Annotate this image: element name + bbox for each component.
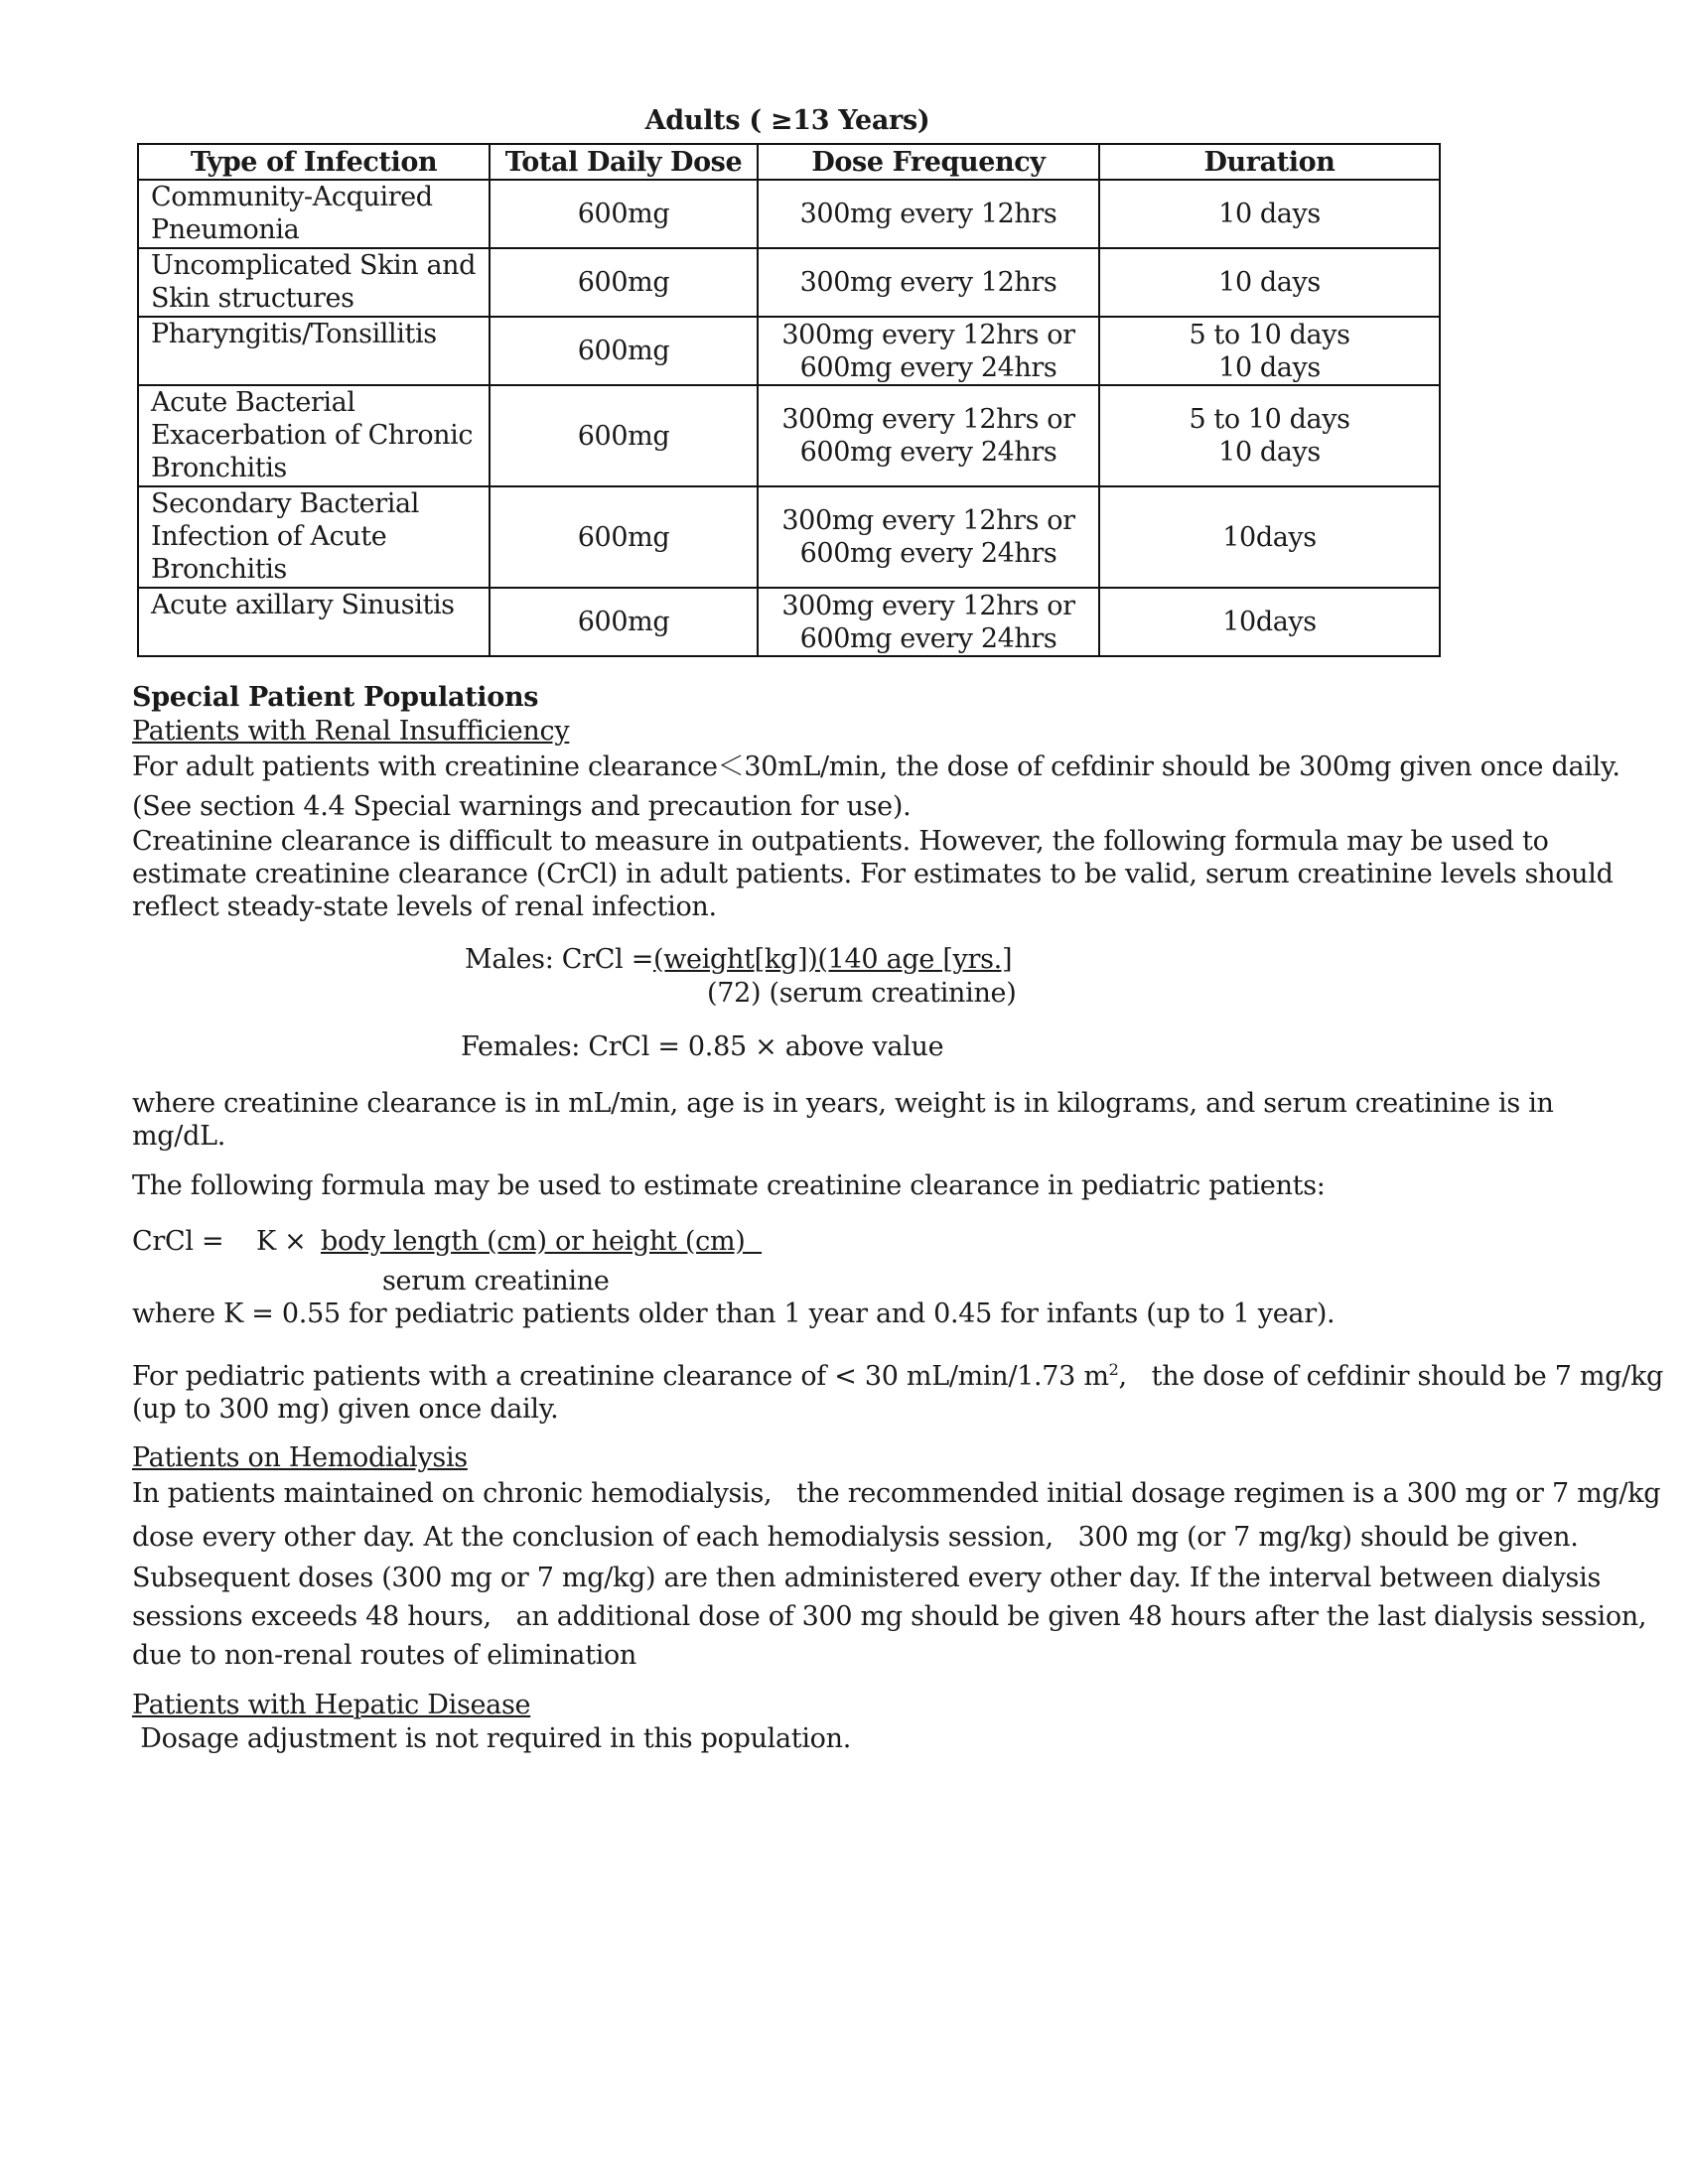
duration-cell: 5 to 10 days 10 days [1099,317,1440,385]
table-header-row [138,144,1440,180]
k-definition-line: where K = 0.55 for pediatric patients older than 1 year and 0.45 for infants (up to 1 year). [132,1298,1336,1329]
table-row [138,385,1440,486]
hemo-text-line: sessions exceeds 48 hours, an additional dose of 300 mg should be given 48 hours after the last dialysis session, [132,1601,1647,1632]
duration-cell: 5 to 10 days 10 days [1099,385,1440,486]
pediatric-dose-line: For pediatric patients with a creatinine clearance of < 30 mL/min/1.73 $m^2$, the dose of cefdinir should be 7 mg/kg [132,1360,1664,1392]
dose-cell: 600mg [490,486,758,588]
hemo-subheading: Patients on Hemodialysis [132,1442,468,1473]
infection-cell: Acute axillary Sinusitis [138,588,490,656]
section-heading: Special Patient Populations [132,682,539,713]
table-row [138,486,1440,588]
pediatric-intro: The following formula may be used to estimate creatinine clearance in pediatric patients: [132,1170,1326,1201]
crcl-formula-numerator: body length (cm) or height (cm) [321,1226,763,1257]
header-dose-frequency: Dose Frequency [758,144,1099,180]
males-formula-denominator: (72) (serum creatinine) [707,978,1017,1009]
renal-text-line: Creatinine clearance is difficult to measure in outpatients. However, the following formula may be used to [132,826,1549,857]
units-text-line: where creatinine clearance is in mL/min, age is in years, weight is in kilograms, and serum creatinine is in [132,1088,1554,1119]
header-total-daily-dose: Total Daily Dose [490,144,758,180]
frequency-cell: 300mg every 12hrs or 600mg every 24hrs [758,588,1099,656]
hemo-text-line: due to non-renal routes of elimination [132,1640,637,1671]
dose-cell: 600mg [490,588,758,656]
table-row [138,180,1440,248]
males-formula-label: Males: CrCl = [465,944,654,975]
crcl-formula-label: CrCl = [132,1226,224,1257]
table-row [138,317,1440,385]
frequency-cell: 300mg every 12hrs or 600mg every 24hrs [758,486,1099,588]
crcl-formula-k: K × [256,1226,307,1257]
frequency-cell: 300mg every 12hrs or 600mg every 24hrs [758,385,1099,486]
pediatric-dose-line: (up to 300 mg) given once daily. [132,1394,559,1425]
header-duration: Duration [1099,144,1440,180]
hepatic-text-line: Dosage adjustment is not required in this population. [132,1723,852,1754]
females-formula: Females: CrCl = 0.85 × above value [461,1031,944,1062]
table-title: Adults ( ≥13 Years) [644,105,930,136]
infection-cell: Acute Bacterial Exacerbation of Chronic Bronchitis [138,385,490,486]
dose-cell: 600mg [490,180,758,248]
infection-cell: Uncomplicated Skin and Skin structures [138,248,490,317]
infection-cell: Pharyngitis/Tonsillitis [138,317,490,385]
duration-cell: 10days [1099,486,1440,588]
frequency-cell: 300mg every 12hrs or 600mg every 24hrs [758,317,1099,385]
infection-cell: Secondary Bacterial Infection of Acute Bronchitis [138,486,490,588]
units-text-line: mg/dL. [132,1121,225,1152]
table-row [138,248,1440,317]
frequency-cell: 300mg every 12hrs [758,248,1099,317]
hemo-text-line: dose every other day. At the conclusion of each hemodialysis session, 300 mg (or 7 mg/kg) should be given. [132,1522,1579,1553]
dose-cell: 600mg [490,317,758,385]
dose-cell: 600mg [490,248,758,317]
table-row [138,588,1440,656]
dosage-table [137,143,1441,657]
hemo-text-line: Subsequent doses (300 mg or 7 mg/kg) are then administered every other day. If the interval between dialysis [132,1563,1601,1593]
duration-cell: 10 days [1099,248,1440,317]
hemo-text-line: In patients maintained on chronic hemodialysis, the recommended initial dosage regimen is a 300 mg or 7 mg/kg [132,1478,1661,1509]
renal-text-line: reflect steady-state levels of renal infection. [132,891,717,922]
header-type-of-infection: Type of Infection [138,144,490,180]
crcl-formula-denominator: serum creatinine [382,1266,610,1297]
renal-text-line: For adult patients with creatinine clearance＜30mL/min, the dose of cefdinir should be 300mg given once daily. [132,751,1620,782]
males-formula-numerator: (weight[kg])(140 age [yrs.] [653,944,1013,975]
renal-text-line: estimate creatinine clearance (CrCl) in adult patients. For estimates to be valid, serum creatinine levels should [132,859,1614,889]
duration-cell: 10days [1099,588,1440,656]
dose-cell: 600mg [490,385,758,486]
renal-text-line: (See section 4.4 Special warnings and precaution for use). [132,791,912,822]
frequency-cell: 300mg every 12hrs [758,180,1099,248]
hepatic-subheading: Patients with Hepatic Disease [132,1690,531,1720]
infection-cell: Community-Acquired Pneumonia [138,180,490,248]
renal-subheading: Patients with Renal Insufficiency [132,716,570,747]
duration-cell: 10 days [1099,180,1440,248]
